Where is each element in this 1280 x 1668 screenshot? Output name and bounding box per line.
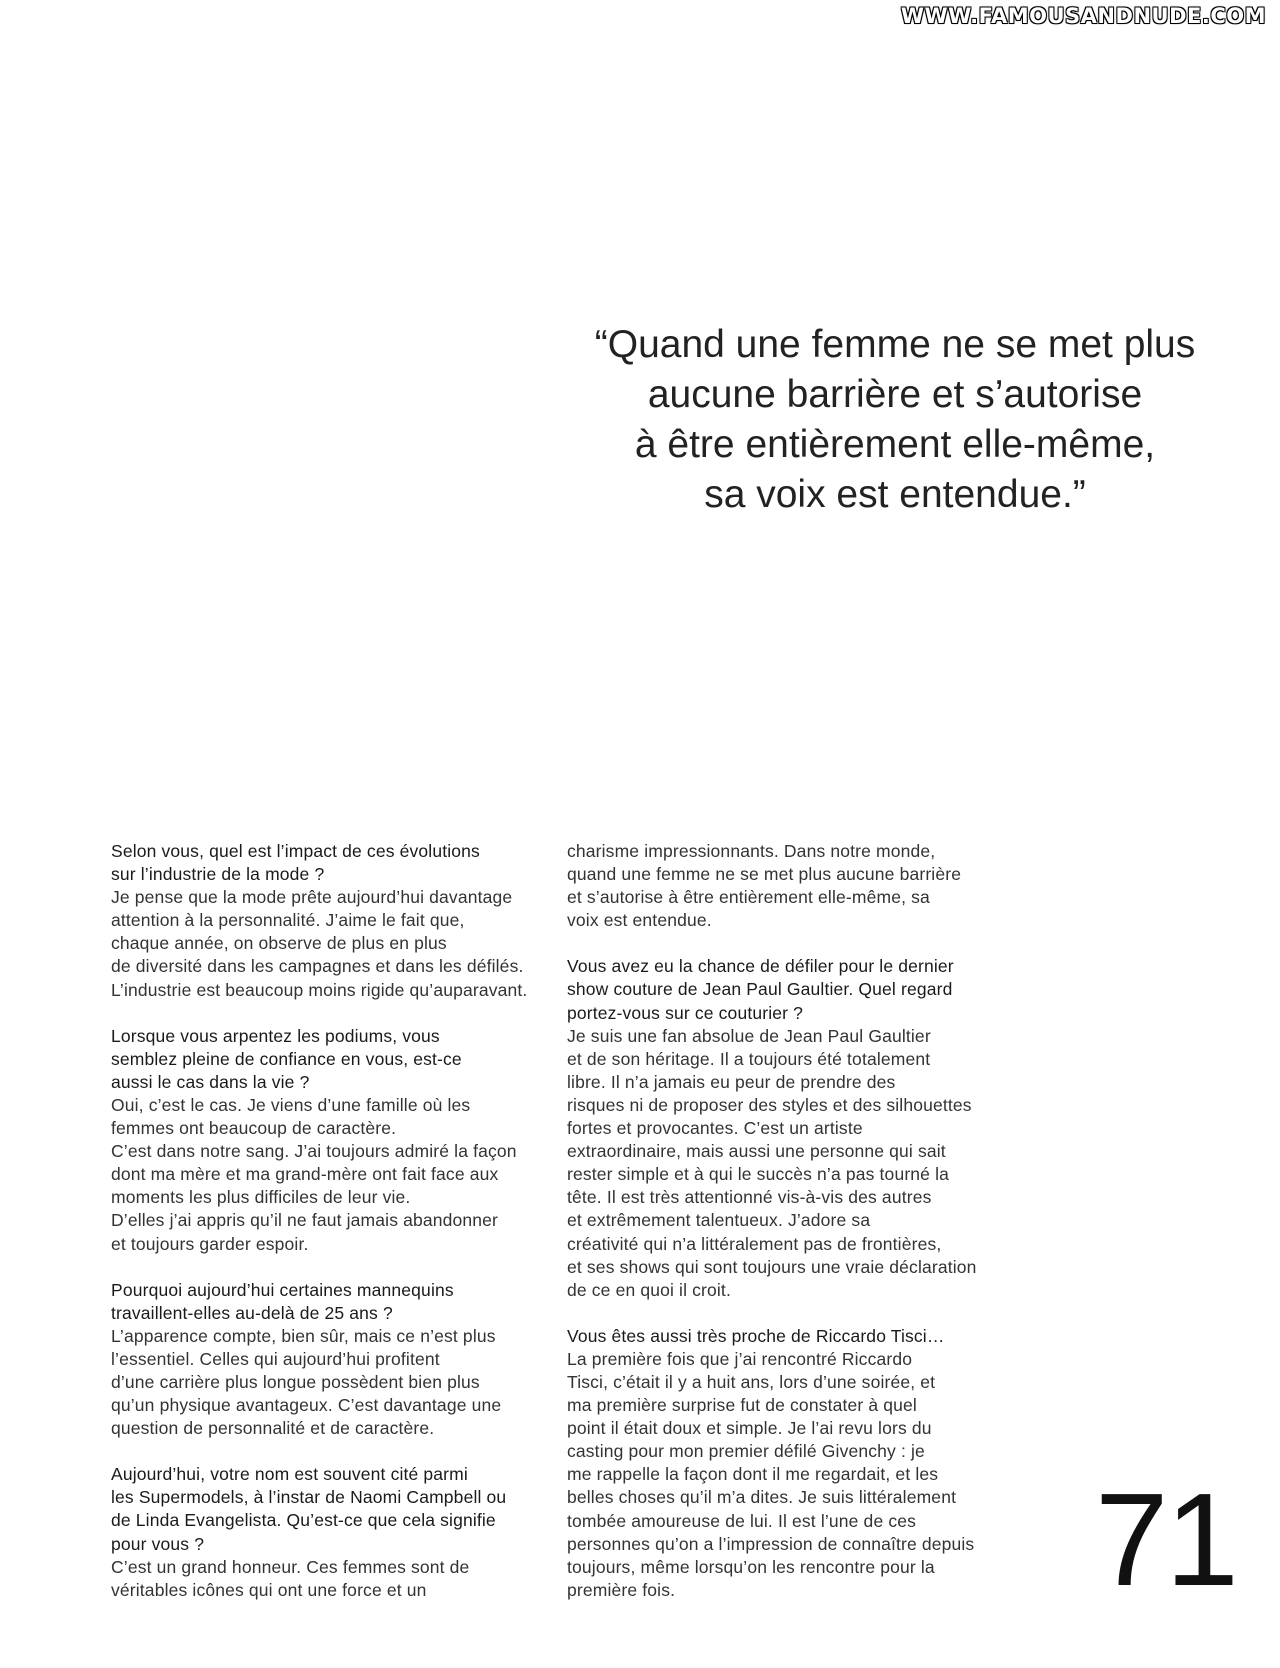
- interview-answer-line: fortes et provocantes. C’est un artiste: [567, 1118, 863, 1139]
- interview-answer-line: belles choses qu’il m’a dites. Je suis littéralement: [567, 1487, 957, 1508]
- interview-question-line: travaillent-elles au-delà de 25 ans ?: [111, 1302, 393, 1323]
- interview-answer-line: C’est un grand honneur. Ces femmes sont de: [111, 1556, 470, 1577]
- interview-answer-line: et de son héritage. Il a toujours été totalement: [567, 1048, 931, 1069]
- interview-answer-line: Je pense que la mode prête aujourd’hui davantage: [111, 887, 513, 908]
- interview-answer-line: rester simple et à qui le succès n’a pas tourné la: [567, 1164, 949, 1185]
- interview-answer-line: L’industrie est beaucoup moins rigide qu’auparavant.: [111, 979, 528, 1000]
- interview-block: [111, 1025, 551, 1256]
- interview-answer-line: d’une carrière plus longue possèdent bien plus: [111, 1371, 480, 1392]
- interview-question-line: Lorsque vous arpentez les podiums, vous: [111, 1025, 440, 1046]
- interview-answer-line: créativité qui n’a littéralement pas de frontières,: [567, 1233, 942, 1254]
- interview-answer-line: quand une femme ne se met plus aucune barrière: [567, 864, 962, 885]
- interview-answer-line: point il était doux et simple. Je l’ai revu lors du: [567, 1418, 932, 1439]
- interview-answer-line: libre. Il n’a jamais eu peur de prendre des: [567, 1071, 896, 1092]
- interview-question-line: Vous êtes aussi très proche de Riccardo Tisci…: [567, 1325, 945, 1346]
- interview-answer-line: véritables icônes qui ont une force et un: [111, 1579, 427, 1600]
- interview-block: [567, 955, 1007, 1301]
- interview-answer-line: attention à la personnalité. J’aime le fait que,: [111, 910, 465, 931]
- interview-answer-line: tête. Il est très attentionné vis-à-vis des autres: [567, 1187, 932, 1208]
- interview-question-line: Pourquoi aujourd’hui certaines mannequins: [111, 1279, 454, 1300]
- interview-answer-line: L’apparence compte, bien sûr, mais ce n’est plus: [111, 1325, 496, 1346]
- interview-answer-line: de ce en quoi il croit.: [567, 1279, 731, 1300]
- interview-answer-line: moments les plus difficiles de leur vie.: [111, 1187, 411, 1208]
- interview-answer-line: extraordinaire, mais aussi une personne qui sait: [567, 1141, 946, 1162]
- interview-block: [111, 1279, 551, 1441]
- article-column-right: [567, 840, 1007, 1625]
- interview-answer-line: ma première surprise fut de constater à quel: [567, 1395, 917, 1416]
- interview-answer-line: La première fois que j’ai rencontré Riccardo: [567, 1348, 913, 1369]
- interview-question-line: Vous avez eu la chance de défiler pour le dernier: [567, 956, 954, 977]
- pull-quote-line: sa voix est entendue.”: [704, 473, 1086, 516]
- interview-answer-line: Oui, c’est le cas. Je viens d’une famille où les: [111, 1094, 471, 1115]
- interview-answer-line: et extrêmement talentueux. J’adore sa: [567, 1210, 871, 1231]
- interview-question-line: Selon vous, quel est l’impact de ces évolutions: [111, 841, 480, 861]
- interview-answer-line: l’essentiel. Celles qui aujourd’hui profitent: [111, 1348, 440, 1369]
- interview-answer-line: question de personnalité et de caractère.: [111, 1418, 435, 1439]
- interview-answer-line: charisme impressionnants. Dans notre monde,: [567, 841, 936, 861]
- interview-answer-line: et ses shows qui sont toujours une vraie déclaration: [567, 1256, 977, 1277]
- watermark-text: WWW.FAMOUSANDNUDE.COM: [900, 4, 1266, 28]
- interview-answer-line: qu’un physique avantageux. C’est davantage une: [111, 1395, 502, 1416]
- interview-answer-line: et s’autorise à être entièrement elle-même, sa: [567, 887, 930, 908]
- interview-answer-line: tombée amoureuse de lui. Il est l’une de ces: [567, 1510, 917, 1531]
- interview-block: [111, 840, 551, 1002]
- interview-answer-line: casting pour mon premier défilé Givenchy : je: [567, 1441, 925, 1462]
- interview-answer-line: Je suis une fan absolue de Jean Paul Gaultier: [567, 1025, 931, 1046]
- interview-answer-line: de diversité dans les campagnes et dans les défilés.: [111, 956, 524, 977]
- interview-question-line: sur l’industrie de la mode ?: [111, 864, 325, 885]
- interview-answer-line: Tisci, c’était il y a huit ans, lors d’une soirée, et: [567, 1371, 936, 1392]
- interview-answer-line: première fois.: [567, 1579, 676, 1600]
- interview-answer-line: risques ni de proposer des styles et des silhouettes: [567, 1094, 972, 1115]
- interview-question-line: pour vous ?: [111, 1533, 205, 1554]
- interview-question-line: semblez pleine de confiance en vous, est-ce: [111, 1048, 462, 1069]
- article-column-left: [111, 840, 551, 1625]
- interview-answer-line: et toujours garder espoir.: [111, 1233, 309, 1254]
- interview-answer-line: C’est dans notre sang. J’ai toujours admiré la façon: [111, 1141, 517, 1162]
- page-number: 71: [1095, 1466, 1236, 1613]
- interview-answer-line: voix est entendue.: [567, 910, 712, 931]
- interview-question-line: aussi le cas dans la vie ?: [111, 1071, 310, 1092]
- interview-answer-line: femmes ont beaucoup de caractère.: [111, 1118, 397, 1139]
- pull-quote-line: “Quand une femme ne se met plus: [594, 323, 1196, 366]
- interview-answer-line: dont ma mère et ma grand-mère ont fait face aux: [111, 1164, 499, 1185]
- interview-block: [111, 1463, 551, 1602]
- interview-question-line: show couture de Jean Paul Gaultier. Quel regard: [567, 979, 953, 1000]
- interview-answer-line: me rappelle la façon dont il me regardait, et les: [567, 1464, 939, 1485]
- interview-answer-line: chaque année, on observe de plus en plus: [111, 933, 447, 954]
- interview-block: [567, 1325, 1007, 1602]
- interview-question-line: les Supermodels, à l’instar de Naomi Campbell ou: [111, 1487, 507, 1508]
- pull-quote: [545, 320, 1245, 520]
- pull-quote-line: aucune barrière et s’autorise: [647, 373, 1143, 416]
- interview-block: [567, 840, 1007, 932]
- pull-quote-line: à être entièrement elle-même,: [634, 423, 1156, 466]
- interview-answer-line: D’elles j’ai appris qu’il ne faut jamais abandonner: [111, 1210, 499, 1231]
- interview-question-line: de Linda Evangelista. Qu’est-ce que cela signifie: [111, 1510, 496, 1531]
- interview-question-line: Aujourd’hui, votre nom est souvent cité parmi: [111, 1464, 468, 1485]
- interview-answer-line: personnes qu’on a l’impression de connaître depuis: [567, 1533, 975, 1554]
- interview-answer-line: toujours, même lorsqu’on les rencontre pour la: [567, 1556, 935, 1577]
- interview-question-line: portez-vous sur ce couturier ?: [567, 1002, 803, 1023]
